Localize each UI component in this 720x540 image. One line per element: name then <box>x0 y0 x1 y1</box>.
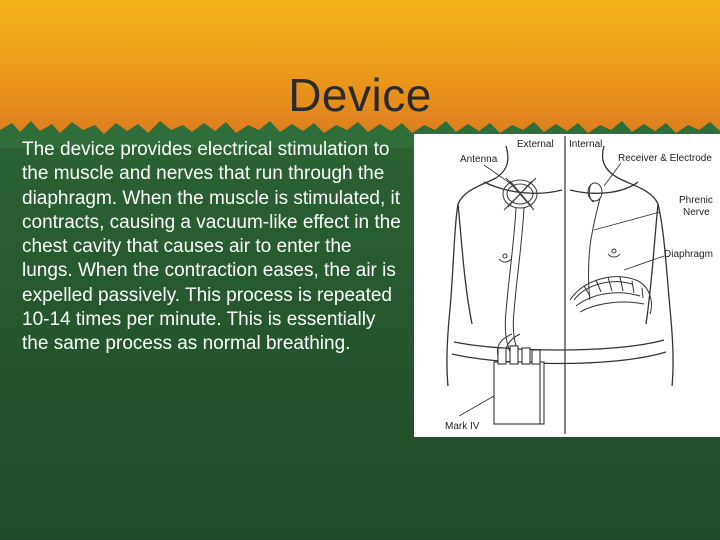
diagram-illustration <box>414 134 720 437</box>
label-diaphragm: Diaphragm <box>664 249 713 260</box>
label-external: External <box>517 139 554 150</box>
nipple-marks <box>499 249 620 262</box>
label-receiver-electrode: Receiver & Electrode <box>618 153 712 164</box>
label-phrenic: Phrenic <box>679 195 713 206</box>
torso-outline <box>447 146 673 386</box>
label-nerve: Nerve <box>683 207 710 218</box>
device-diagram <box>414 134 720 437</box>
mark-iv-box <box>494 346 544 424</box>
body-paragraph: The device provides electrical stimulation to the muscle and nerves that run through the diaphragm. When the muscle is stimulated, it contracts, causing a vacuum-like effect in the chest cavity that causes air to enter the lungs. When the contraction eases, the air is expelled passively. This process is repeated 10-14 times per minute. This is essentially the same process as normal breathing. <box>22 139 401 355</box>
slide-title: Device <box>288 69 432 121</box>
label-mark-iv: Mark IV <box>445 421 480 432</box>
diaphragm-dome <box>570 277 651 314</box>
label-antenna: Antenna <box>460 154 498 165</box>
antenna-cable <box>498 208 524 358</box>
label-internal: Internal <box>569 139 603 150</box>
antenna-coil <box>503 178 537 210</box>
